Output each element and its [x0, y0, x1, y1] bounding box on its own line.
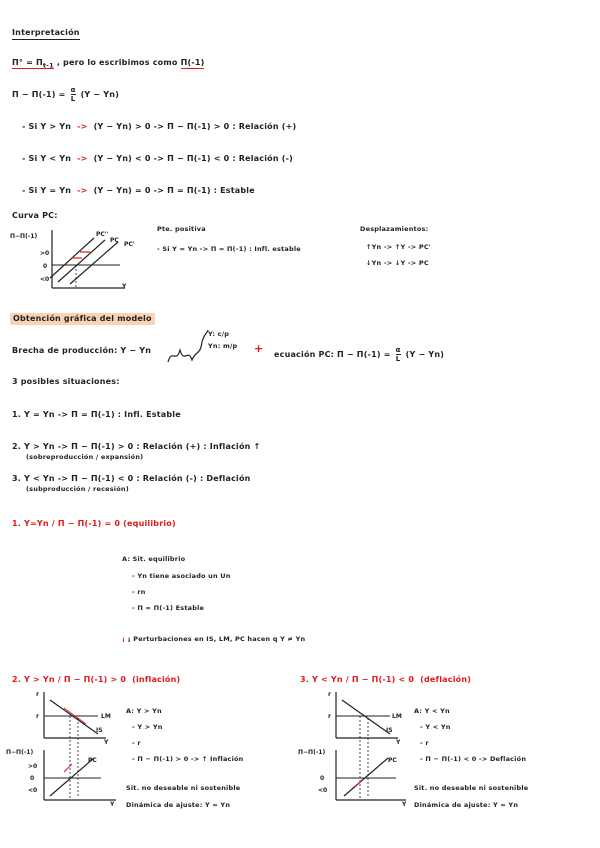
situacion-3-sub: (subproducción / recesión) — [26, 485, 129, 493]
definition-line: $\Pi^\circ = \Pi_{t-1}$ , pero lo escribimos como Π(-1) — [12, 58, 205, 70]
inflacion-a3: - r — [132, 739, 141, 747]
equilibrio-a2: - rn — [132, 588, 146, 596]
def-axis-y-bottom: Y — [402, 801, 407, 808]
situacion-2-sub: (sobreproducción / expansión) — [26, 453, 144, 461]
inf-label-is: IS — [96, 727, 103, 734]
deflacion-b2: Dinámica de ajuste: Y = Yn — [414, 801, 519, 809]
inf-tick-r: r — [36, 713, 39, 720]
pc-tick-zero: 0 — [43, 263, 48, 270]
section-title-interpretacion: Interpretación — [12, 28, 80, 40]
equilibrio-a-title: A: Sit. equilibrio — [122, 555, 186, 563]
pc-axis-x-label: Y — [122, 283, 127, 290]
brace-scribble-icon — [164, 328, 210, 368]
inf-axis-y-top: Y — [104, 739, 109, 746]
pc-label-doubleprime: PC'' — [96, 231, 109, 238]
inf-axis-y-bottom: Y — [110, 801, 115, 808]
def-axis-y-top: Y — [396, 739, 401, 746]
equilibrio-a1: - Yn tiene asociado un Un — [132, 572, 231, 580]
pi-lag-notation: Π(-1) — [180, 58, 205, 67]
tres-situaciones: 3 posibles situaciones: — [12, 377, 120, 386]
curva-pc-label: Curva PC: — [12, 211, 58, 220]
inf-label-lm: LM — [101, 713, 111, 720]
pc-label-prime: PC' — [124, 241, 135, 248]
deflacion-diagram — [298, 688, 416, 813]
inflacion-a4: - Π − Π(-1) > 0 -> ↑ Inflación — [132, 755, 244, 763]
inflacion-diagram — [6, 688, 126, 813]
inflacion-b2: Dinámica de ajuste: Y = Yn — [126, 801, 231, 809]
deflacion-a2: - Y < Yn — [420, 723, 451, 731]
pendiente-title: Pte. positiva — [157, 225, 206, 233]
desplazamiento-1: ↑Yn -> ↑Y -> PC' — [366, 243, 431, 251]
perturbaciones: ¡ ¡ Perturbaciones en IS, LM, PC hacen q Y ≠ Yn — [122, 635, 306, 643]
inflacion-title: 2. Y > Yn / Π − Π(-1) > 0 (inflación) — [12, 675, 181, 684]
inflacion-a2: - Y > Yn — [132, 723, 163, 731]
deflacion-title: 3. Y < Yn / Π − Π(-1) < 0 (deflación) — [300, 675, 472, 684]
brecha-note-2: Yn: m/p — [208, 342, 238, 350]
def-tick-neg: <0 — [318, 787, 328, 794]
def-label-lm: LM — [392, 713, 402, 720]
def-label-pc: PC — [388, 757, 397, 764]
def-axis-r: r — [328, 691, 331, 698]
equilibrio-title: 1. Y=Yn / Π − Π(-1) = 0 (equilibrio) — [12, 519, 176, 528]
deflacion-b1: Sit. no deseable ni sostenible — [414, 784, 529, 792]
inf-tick-neg: <0 — [28, 787, 38, 794]
pc-tick-neg: <0 — [40, 276, 50, 283]
situacion-3: 3. Y < Yn -> Π − Π(-1) < 0 : Relación (-) : Deflación — [12, 474, 251, 483]
def-tick-r: r — [328, 713, 331, 720]
main-equation: $\Pi - \Pi(-1) = \frac{\alpha}{L}$ (Y − Yn) — [12, 86, 120, 103]
def-axis-pi: Π−Π(-1) — [298, 749, 326, 756]
fraction: $\frac{\alpha}{L}$ — [70, 86, 76, 103]
ecuacion-pc: ecuación PC: $\Pi - \Pi(-1) = \frac{\alpha}{L}$ (Y − Yn) — [274, 346, 445, 363]
case-row-2: - Si Y < Yn -> (Y − Yn) < 0 -> Π − Π(-1) < 0 : Relación (-) — [22, 154, 293, 163]
deflacion-a1: A: Y < Yn — [414, 707, 450, 715]
def-label-is: IS — [386, 727, 393, 734]
pc-label-base: PC — [110, 237, 119, 244]
case-row-3: - Si Y = Yn -> (Y − Yn) = 0 -> Π = Π(-1) : Estable — [22, 186, 255, 195]
desplazamiento-2: ↓Yn -> ↓Y -> PC — [366, 259, 429, 267]
inf-label-pc: PC — [88, 757, 97, 764]
case-row-1: - Si Y > Yn -> (Y − Yn) > 0 -> Π − Π(-1) > 0 : Relación (+) — [22, 122, 297, 131]
pendiente-line: - Si Y = Yn -> Π = Π(-1) : Infl. estable — [157, 245, 301, 253]
pc-curve-diagram — [10, 222, 140, 297]
section-title-obtencion: Obtención gráfica del modelo — [10, 313, 155, 325]
inf-axis-r: r — [36, 691, 39, 698]
def-tick-zero: 0 — [320, 775, 325, 782]
inflacion-b1: Sit. no deseable ni sostenible — [126, 784, 241, 792]
equilibrio-a3: - Π = Π(-1) Estable — [132, 604, 205, 612]
inf-tick-pos: >0 — [28, 763, 38, 770]
inf-tick-zero: 0 — [30, 775, 35, 782]
brecha-note-1: Y: c/p — [208, 330, 230, 338]
deflacion-a3: - r — [420, 739, 429, 747]
plus-sign: + — [254, 342, 264, 355]
inflacion-a1: A: Y > Yn — [126, 707, 162, 715]
pc-prime-curve-line — [70, 242, 118, 284]
brecha-label: Brecha de producción: Y − Yn — [12, 346, 152, 355]
fraction: $\frac{\alpha}{L}$ — [395, 346, 401, 363]
pi-expectation: $\Pi^\circ = \Pi_{t-1}$ — [12, 58, 54, 70]
desplazamientos-title: Desplazamientos: — [360, 225, 429, 233]
pc-tick-pos: >0 — [40, 250, 50, 257]
inf-axis-pi: Π−Π(-1) — [6, 749, 34, 756]
situacion-1: 1. Y = Yn -> Π = Π(-1) : Infl. Estable — [12, 410, 181, 419]
deflacion-a4: - Π − Π(-1) < 0 -> Deflación — [420, 755, 527, 763]
pc-axis-y-label: Π−Π(-1) — [10, 233, 38, 240]
pc-curve-line — [58, 240, 105, 282]
situacion-2: 2. Y > Yn -> Π − Π(-1) > 0 : Relación (+) : Inflación ↑ — [12, 442, 261, 451]
